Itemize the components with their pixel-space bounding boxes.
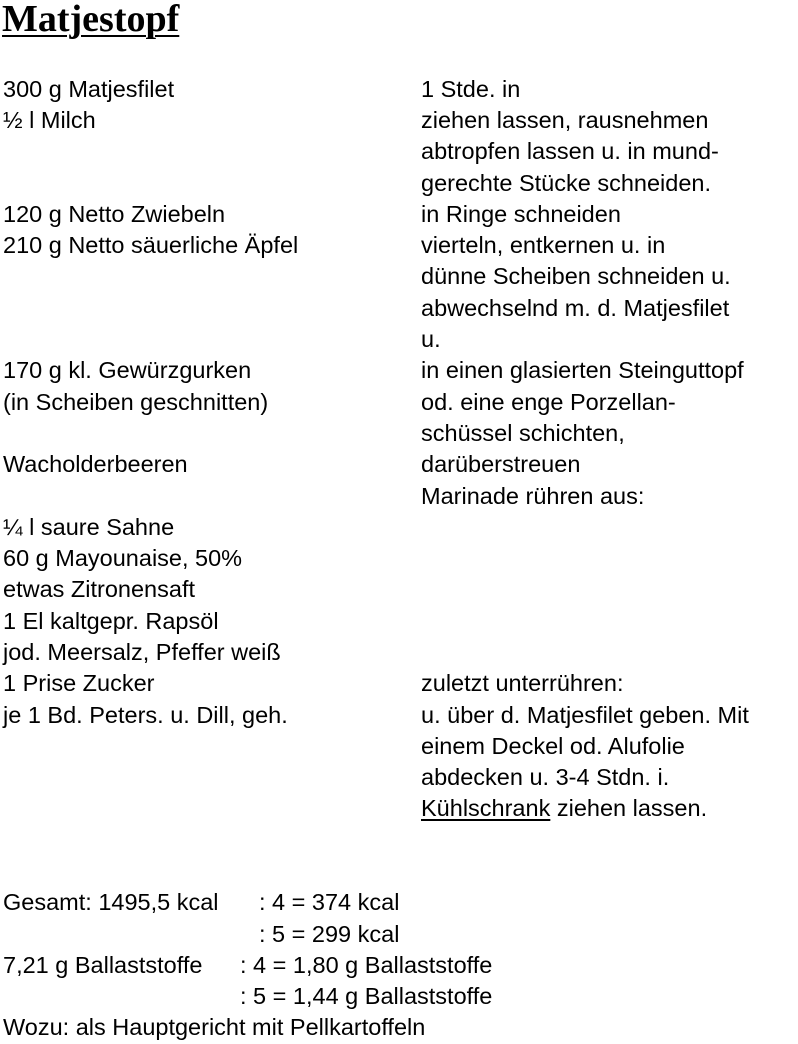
instruction-line: schüssel schichten, xyxy=(421,420,625,446)
ingredient-item: (in Scheiben geschnitten) xyxy=(3,389,269,415)
ingredient-item: Wacholderbeeren xyxy=(3,451,188,477)
ingredient-item: ½ l Milch xyxy=(3,107,96,133)
calories-per-4: : 4 = 374 kcal xyxy=(259,889,400,915)
ingredient-item: 1 El kaltgepr. Rapsöl xyxy=(3,608,219,634)
fiber-per-4: : 4 = 1,80 g Ballaststoffe xyxy=(240,952,493,978)
instruction-line: ziehen lassen, rausnehmen xyxy=(421,107,709,133)
instruction-line: Marinade rühren aus: xyxy=(421,483,645,509)
instruction-line: abtropfen lassen u. in mund- xyxy=(421,138,719,164)
instruction-line xyxy=(421,793,707,824)
underlined-term: Kühlschrank xyxy=(421,795,551,821)
instruction-line: in einen glasierten Steinguttopf xyxy=(421,357,744,383)
serving-suggestion: Wozu: als Hauptgericht mit Pellkartoffeln xyxy=(3,1014,426,1040)
instruction-line: darüberstreuen xyxy=(421,451,581,477)
ingredient-item: ¼ l saure Sahne xyxy=(3,514,175,540)
ingredient-item: 60 g Mayounaise, 50% xyxy=(3,545,243,571)
ingredient-item: 300 g Matjesfilet xyxy=(3,76,175,102)
calories-per-5: : 5 = 299 kcal xyxy=(259,921,400,947)
ingredient-item: etwas Zitronensaft xyxy=(3,576,196,602)
instruction-line: zuletzt unterrühren: xyxy=(421,670,624,696)
instruction-line: abdecken u. 3-4 Stdn. i. xyxy=(421,764,670,790)
instruction-line: 1 Stde. in xyxy=(421,76,521,102)
ingredient-item: je 1 Bd. Peters. u. Dill, geh. xyxy=(3,702,288,728)
instruction-text: ziehen lassen. xyxy=(556,795,708,821)
instruction-line: dünne Scheiben schneiden u. xyxy=(421,263,731,289)
fiber-total: 7,21 g Ballaststoffe xyxy=(3,952,203,978)
instruction-line: gerechte Stücke schneiden. xyxy=(421,170,712,196)
instruction-line: vierteln, entkernen u. in xyxy=(421,232,666,258)
ingredient-item: 210 g Netto säuerliche Äpfel xyxy=(3,232,299,258)
ingredient-item: 170 g kl. Gewürzgurken xyxy=(3,357,252,383)
instruction-line: einem Deckel od. Alufolie xyxy=(421,733,685,759)
fiber-per-5: : 5 = 1,44 g Ballaststoffe xyxy=(240,983,493,1009)
instruction-line: u. xyxy=(421,326,441,352)
ingredient-item: 1 Prise Zucker xyxy=(3,670,155,696)
instruction-line: u. über d. Matjesfilet geben. Mit xyxy=(421,702,749,728)
ingredient-item: jod. Meersalz, Pfeffer weiß xyxy=(3,639,281,665)
calories-total: Gesamt: 1495,5 kcal xyxy=(3,889,219,915)
recipe-title: Matjestopf xyxy=(2,0,180,40)
instruction-line: od. eine enge Porzellan- xyxy=(421,389,676,415)
instruction-line: in Ringe schneiden xyxy=(421,201,621,227)
ingredient-item: 120 g Netto Zwiebeln xyxy=(3,201,226,227)
instruction-line: abwechselnd m. d. Matjesfilet xyxy=(421,295,730,321)
